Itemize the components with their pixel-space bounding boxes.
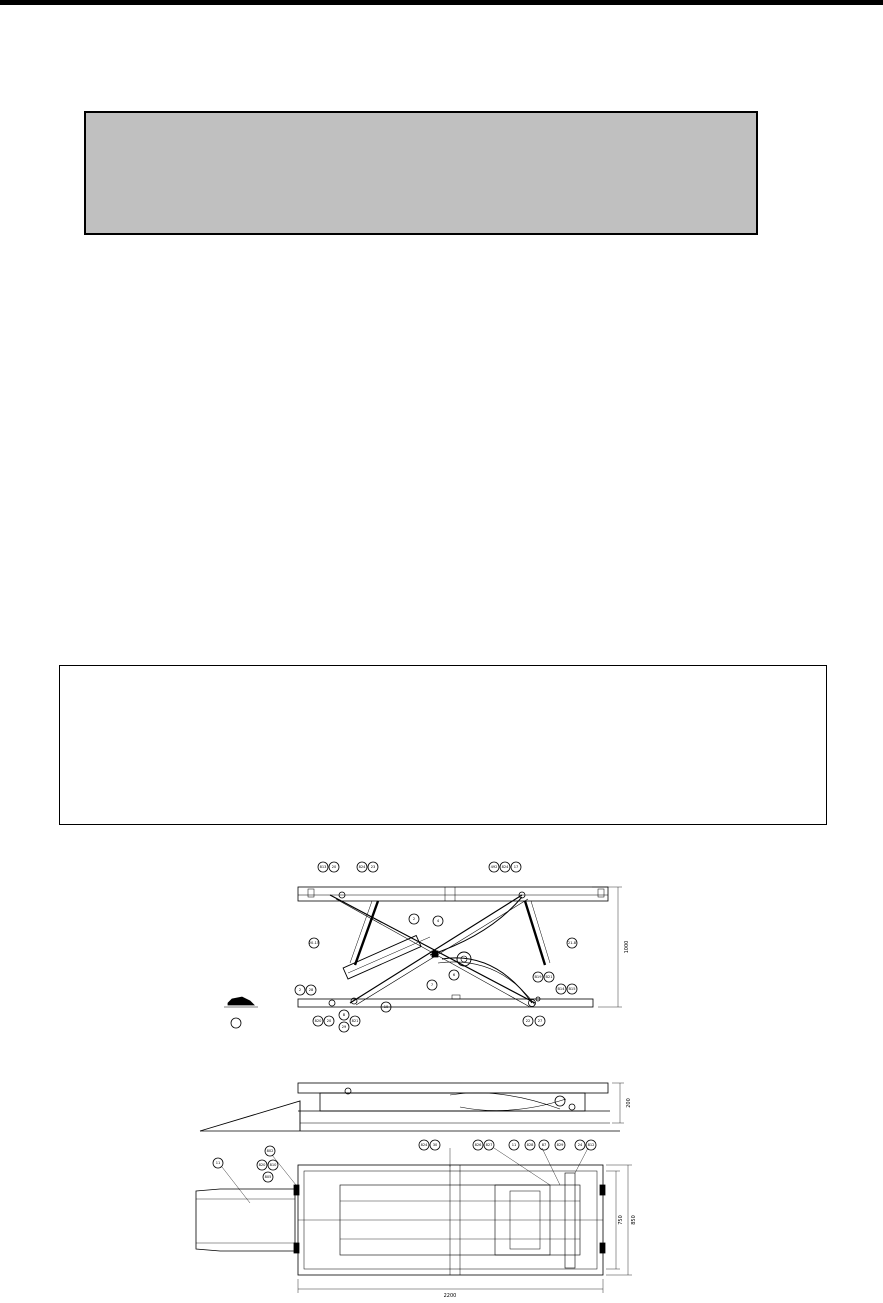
scissor-lift-technical-drawing (180, 855, 640, 1299)
callout (433, 916, 443, 926)
svg-text:23: 23 (370, 865, 376, 869)
scissor-arm-b (350, 895, 522, 1003)
callout (500, 862, 510, 872)
svg-text:829: 829 (556, 1143, 564, 1147)
callout (419, 1140, 429, 1150)
callout (535, 1016, 545, 1026)
callout (324, 1016, 334, 1026)
callout (357, 862, 367, 872)
svg-text:805: 805 (264, 1175, 272, 1179)
svg-text:21-8: 21-8 (567, 941, 577, 945)
svg-text:821: 821 (351, 1019, 359, 1023)
plan-length-dimension: 2200 (443, 1293, 457, 1299)
callout (523, 1016, 533, 1026)
callout (313, 1016, 323, 1026)
svg-text:4: 4 (436, 919, 440, 923)
svg-text:17: 17 (513, 865, 519, 869)
callout (268, 1160, 278, 1170)
callout (567, 938, 577, 948)
folded-height-dimension: 200 (626, 1098, 632, 1108)
svg-text:20: 20 (331, 865, 337, 869)
callout (556, 984, 566, 994)
svg-text:27: 27 (537, 1019, 543, 1023)
svg-text:828: 828 (526, 1143, 534, 1147)
svg-text:813: 813 (319, 865, 327, 869)
plan-callouts (213, 1140, 596, 1182)
callout (265, 1146, 275, 1156)
svg-text:2: 2 (298, 988, 302, 992)
base-frame (298, 999, 593, 1007)
ramp (200, 1101, 300, 1131)
header-rule (0, 0, 883, 5)
svg-text:22: 22 (525, 1019, 531, 1023)
callout (430, 1140, 440, 1150)
callout (213, 1158, 223, 1168)
svg-text:29: 29 (341, 1025, 347, 1029)
svg-text:824: 824 (501, 865, 509, 869)
callout (489, 862, 499, 872)
callout (555, 1140, 565, 1150)
svg-text:10: 10 (383, 1005, 389, 1009)
svg-text:B15: B15 (568, 987, 576, 991)
callout (575, 1140, 585, 1150)
ramp-plan (196, 1189, 295, 1251)
callout (586, 1140, 596, 1150)
svg-text:7: 7 (430, 983, 434, 987)
callout (339, 1010, 349, 1020)
svg-text:802: 802 (266, 1149, 274, 1153)
svg-text:810: 810 (269, 1163, 277, 1167)
callout (368, 862, 378, 872)
shaded-notice-box (84, 111, 758, 235)
callout (350, 1016, 360, 1026)
svg-text:2: 2 (412, 917, 416, 921)
callout (567, 984, 577, 994)
svg-text:B14: B14 (557, 987, 565, 991)
plan-outer-width-dimension: 850 (631, 1215, 637, 1225)
svg-text:B19: B19 (534, 975, 542, 979)
svg-text:87: 87 (541, 1143, 547, 1147)
pedal-detail (224, 997, 258, 1028)
callout (257, 1160, 267, 1170)
callout (306, 985, 316, 995)
svg-text:20-15: 20-15 (308, 941, 320, 945)
callout (427, 980, 437, 990)
side-callouts (295, 862, 577, 1032)
callout (484, 1140, 494, 1150)
callout (544, 972, 554, 982)
svg-text:B21: B21 (545, 975, 553, 979)
svg-text:11: 11 (215, 1161, 221, 1165)
caption-box (59, 665, 827, 825)
svg-text:824: 824 (420, 1143, 428, 1147)
svg-text:20: 20 (326, 1019, 332, 1023)
svg-text:B: B (342, 1013, 346, 1017)
svg-text:820: 820 (314, 1019, 322, 1023)
plan-inner-width-dimension: 750 (618, 1215, 624, 1225)
callout (473, 1140, 483, 1150)
svg-text:812: 812 (587, 1143, 595, 1147)
svg-text:24: 24 (577, 1143, 583, 1147)
callout (318, 862, 328, 872)
callout (263, 1172, 273, 1182)
svg-text:30: 30 (432, 1143, 438, 1147)
callout (511, 862, 521, 872)
hydraulic-cylinder (343, 935, 421, 979)
callout (509, 1140, 519, 1150)
callout (339, 1022, 349, 1032)
callout (525, 1140, 535, 1150)
folded-view (200, 1083, 624, 1131)
svg-text:824: 824 (358, 865, 366, 869)
svg-text:826: 826 (474, 1143, 482, 1147)
svg-text:827: 827 (485, 1143, 493, 1147)
svg-text:820: 820 (258, 1163, 266, 1167)
svg-text:492: 492 (490, 865, 498, 869)
svg-text:28: 28 (308, 988, 314, 992)
callout (309, 938, 319, 948)
callout (533, 972, 543, 982)
callout (295, 985, 305, 995)
callout (449, 970, 459, 980)
svg-text:6: 6 (452, 973, 456, 977)
svg-text:11: 11 (511, 1143, 517, 1147)
callout (539, 1140, 549, 1150)
side-height-dimension: 1000 (624, 940, 630, 954)
callout (329, 862, 339, 872)
callout (409, 914, 419, 924)
